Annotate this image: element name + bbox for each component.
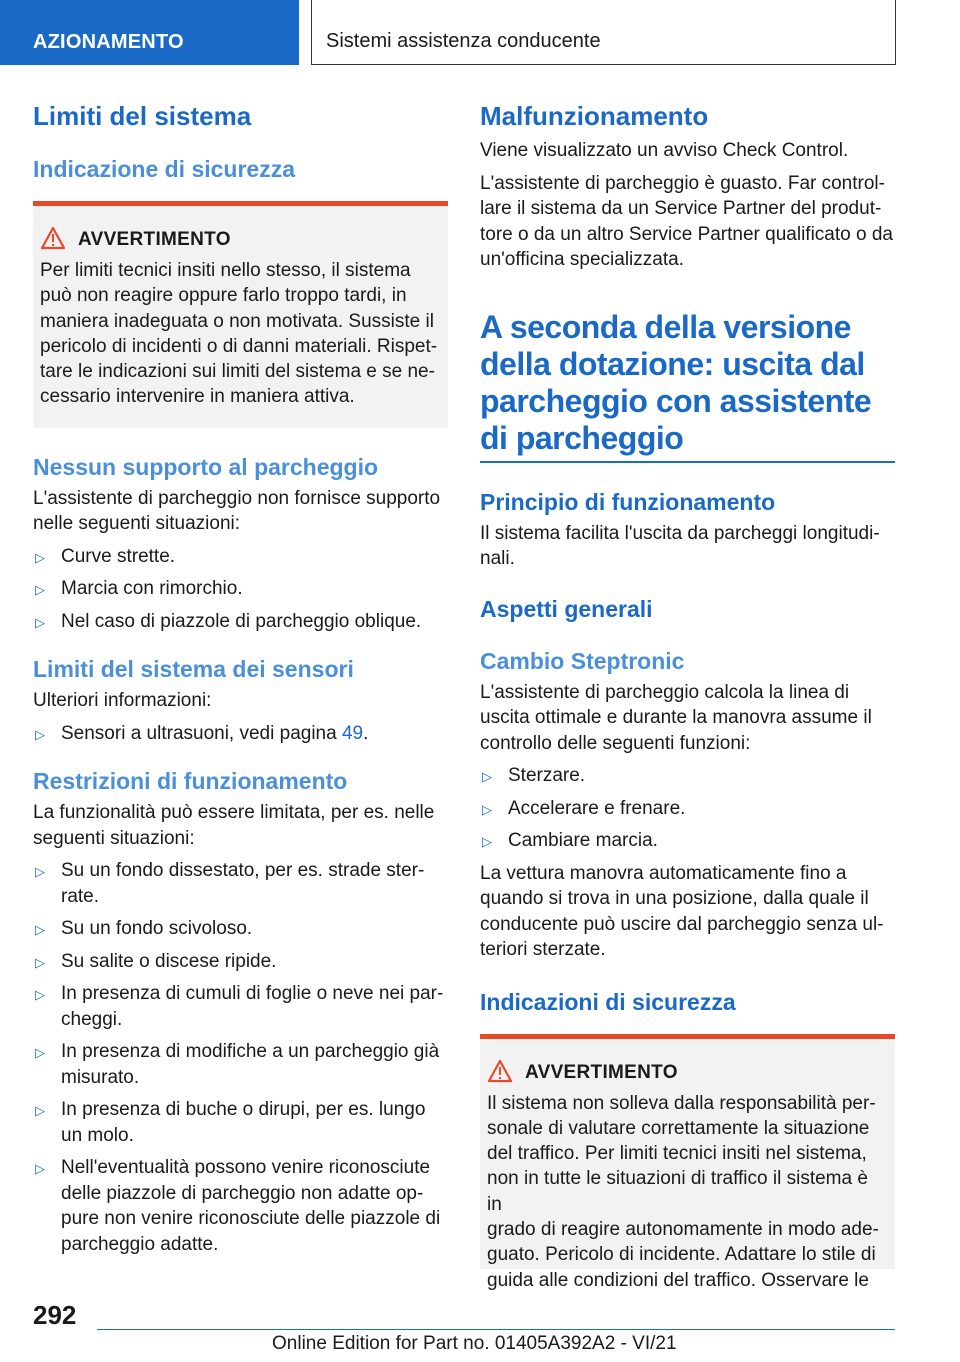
bullet-triangle-icon: ▷ xyxy=(35,954,45,970)
bullet-triangle-icon: ▷ xyxy=(482,769,492,784)
bullet-triangle-icon: ▷ xyxy=(35,987,45,1003)
heading-principle: Principio di funzionamento xyxy=(480,488,776,515)
paragraph-malfunction-1: Viene visualizzato un avviso Check Control. xyxy=(480,140,849,161)
bullet-triangle-icon: ▷ xyxy=(35,726,45,742)
warning-text: Il sistema non solleva dalla responsabilità per- sonale di valutare correttamente la situazione del traffico. Per limiti tecnici insiti nel sistema, non in tutte le situazioni di traffico il sistema è in grado di reagire autonomamente in modo ade- guato. Pericolo di incidente. Adattare lo stile di guida alle condizioni del traffico. Osservare le xyxy=(487,1092,879,1291)
list-item: ▷ Accelerare e frenare. xyxy=(480,796,895,822)
list-item: ▷ In presenza di modifiche a un parcheggio già misurato. xyxy=(35,1041,440,1088)
list-item: ▷ Su salite o discese ripide. xyxy=(33,949,448,975)
page-link[interactable]: 49 xyxy=(341,722,364,744)
chapter-label: AZIONAMENTO xyxy=(33,31,184,53)
list-item: ▷ In presenza di cumuli di foglie o neve nei par- cheggi. xyxy=(35,983,444,1030)
list-item: ▷ Curve strette. xyxy=(33,544,448,570)
list-restrictions xyxy=(33,858,448,1257)
heading-safety-note: Indicazione di sicurezza xyxy=(33,156,296,182)
paragraph-no-support: L'assistente di parcheggio non fornisce supporto nelle seguenti situazioni: xyxy=(33,487,441,535)
chapter-tab xyxy=(0,0,299,65)
page-number: 292 xyxy=(33,1300,77,1330)
bullet-triangle-icon: ▷ xyxy=(35,864,45,880)
list-item: ▷ Sterzare. xyxy=(480,763,895,789)
list-item: ▷ Su un fondo scivoloso. xyxy=(33,916,448,942)
warning-box xyxy=(480,1034,895,1291)
bullet-triangle-icon: ▷ xyxy=(482,801,492,817)
bullet-triangle-icon: ▷ xyxy=(35,549,45,565)
bullet-triangle-icon: ▷ xyxy=(35,1161,45,1177)
list-item: ▷ Su un fondo dissestato, per es. strade ster- rate. xyxy=(35,860,425,907)
heading-system-limits: Limiti del sistema xyxy=(33,101,252,131)
paragraph-sensor-intro: Ulteriori informazioni: xyxy=(33,690,212,712)
paragraph-restrictions: La funzionalità può essere limitata, per es. nelle seguenti situazioni: xyxy=(33,802,435,849)
section-title: A seconda della versione della dotazione: uscita dal parcheggio con assistente di parcheggio xyxy=(480,309,895,463)
heading-restrictions: Restrizioni di funzionamento xyxy=(33,768,348,795)
left-column xyxy=(33,100,448,1257)
list-item: ▷ Nell'eventualità possono venire riconosciute delle piazzole di parcheggio non adatte op- pure non venire riconosciute delle piazzole di parcheggio adatte. xyxy=(35,1157,441,1255)
list-steptronic xyxy=(480,763,895,854)
heading-sensor-limits: Limiti del sistema dei sensori xyxy=(33,656,354,683)
list-no-support xyxy=(33,544,448,635)
warning-title: AVVERTIMENTO xyxy=(487,1061,887,1085)
bullet-triangle-icon: ▷ xyxy=(35,1103,45,1119)
paragraph-principle: Il sistema facilita l'uscita da parcheggi longitudi- nali. xyxy=(480,522,880,569)
bullet-triangle-icon: ▷ xyxy=(35,922,45,938)
warning-title: AVVERTIMENTO xyxy=(40,228,440,252)
topic-tab xyxy=(311,0,896,65)
heading-general: Aspetti generali xyxy=(480,595,653,622)
warning-triangle-icon xyxy=(40,226,66,250)
bullet-triangle-icon: ▷ xyxy=(35,614,45,630)
list-sensors xyxy=(33,721,448,747)
topic-label: Sistemi assistenza conducente xyxy=(326,30,601,52)
warning-box xyxy=(33,201,448,428)
edition-info: Online Edition for Part no. 01405A392A2 - VI/21 xyxy=(272,1333,677,1354)
right-column xyxy=(480,100,895,1291)
heading-no-support: Nessun supporto al parcheggio xyxy=(33,453,379,480)
footer-divider xyxy=(97,1329,895,1330)
list-item: ▷ Cambiare marcia. xyxy=(480,828,895,854)
bullet-triangle-icon: ▷ xyxy=(35,1045,45,1061)
heading-safety-notes: Indicazioni di sicurezza xyxy=(480,988,736,1015)
bullet-triangle-icon: ▷ xyxy=(35,582,45,598)
heading-steptronic: Cambio Steptronic xyxy=(480,647,685,674)
paragraph-malfunction-2: L'assistente di parcheggio è guasto. Far control- lare il sistema da un Service Partner del produt- tore o da un altro Service Partner qualificato o da un'officina specializzata. xyxy=(480,172,893,270)
list-item: ▷ Marcia con rimorchio. xyxy=(33,576,448,602)
list-item: ▷ In presenza di buche o dirupi, per es. lungo un molo. xyxy=(35,1099,426,1146)
list-item: ▷ Sensori a ultrasuoni, vedi pagina 49. xyxy=(33,721,448,747)
paragraph-steptronic-2: La vettura manovra automaticamente fino a quando si trova in una posizione, dalla quale il conducente può uscire dal parcheggio senza ul- teriori sterzate. xyxy=(480,862,884,960)
warning-text: Per limiti tecnici insiti nello stesso, il sistema può non reagire oppure farlo troppo tardi, in maniera inadeguata o non motivata. Sussiste il pericolo di incidenti o di danni materiali. Rispet- tare le indicazioni sui limiti del sistema e se ne- cessario intervenire in maniera attiva. xyxy=(40,260,438,408)
bullet-triangle-icon: ▷ xyxy=(482,834,492,849)
paragraph-steptronic: L'assistente di parcheggio calcola la linea di uscita ottimale e durante la manovra assume il controllo delle seguenti funzioni: xyxy=(480,681,872,754)
warning-triangle-icon xyxy=(487,1059,513,1083)
list-item: ▷ Nel caso di piazzole di parcheggio oblique. xyxy=(33,609,448,635)
heading-malfunction: Malfunzionamento xyxy=(480,101,709,131)
